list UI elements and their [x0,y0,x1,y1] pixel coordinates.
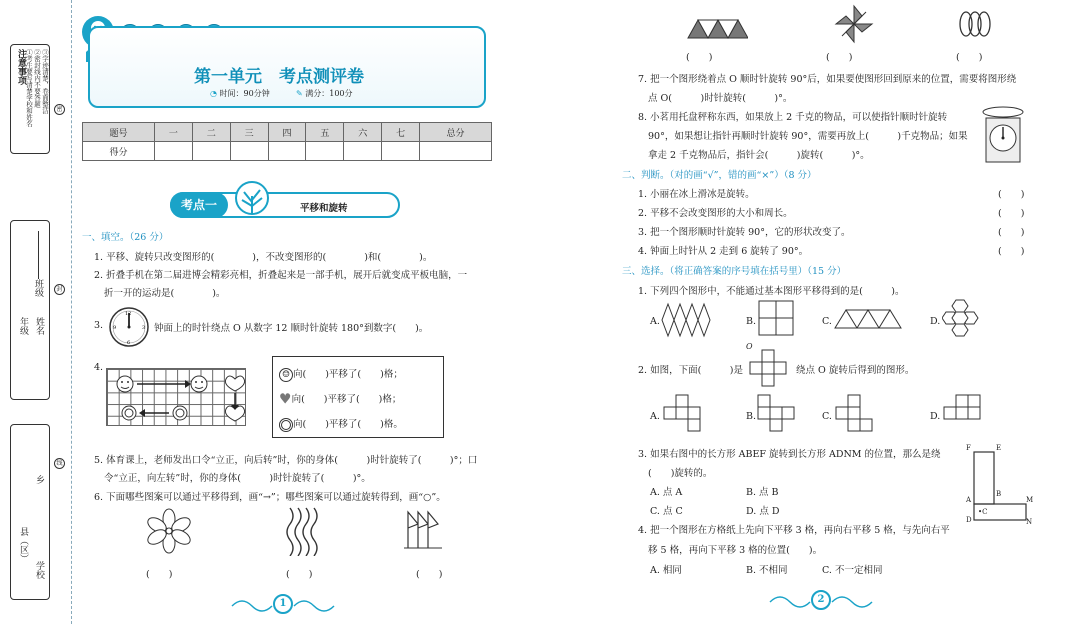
vertex-label: B [996,490,1002,498]
triangle-strip-figure [834,308,904,333]
score-row-label: 得分 [83,142,155,161]
wavy-lines-figure [284,506,320,559]
topic-name: 平移和旋转 [300,203,348,214]
flower-figure [146,508,192,557]
score-cell[interactable] [192,142,230,161]
question-2-line-1: 2. 折叠手机在第二届进博会精彩亮相，折叠起来是一部手机，展开后就变成平板电脑，一 [94,270,468,281]
pinwheel-figure [834,4,874,47]
q4-row: ♥向( )平移了( )格； [279,391,402,408]
option-label[interactable]: B. [746,316,757,327]
ring-icon [279,418,293,432]
choice-question-3-line-2: ( )旋转的。 [648,468,713,479]
svg-text:12: 12 [125,311,132,317]
heart-icon: ♥ [279,391,292,408]
township-field[interactable]: 乡 [34,475,44,484]
grade-field[interactable]: 年级 [18,317,28,335]
question-2-line-2: 折一开的运动是( )。 [104,288,226,299]
score-cell[interactable] [306,142,344,161]
option-label[interactable]: C. [822,411,832,422]
score-cell[interactable] [230,142,268,161]
question-8-line-2: 90°，如果想让指针再顺时针旋转 90°，需要再放上( )千克物品；如果 [648,131,968,142]
title-banner [88,26,486,108]
vertex-label: A [966,496,972,504]
notice-line: ③字迹清楚，卷面整洁 [41,49,49,114]
time-label: ◔ 时间：90分钟 [210,89,270,98]
judge-blank[interactable]: ( ) [998,189,1025,200]
school-info-box [10,424,50,600]
question-3: 钟面上的时针绕点 O 从数字 12 顺时针旋转 180°到数字( )。 [154,323,429,334]
seal-mark: 密 [54,104,65,115]
score-table [82,122,492,161]
score-header: 一 [154,123,192,142]
option-label[interactable]: A. [650,316,660,327]
shape-option-b [756,394,796,435]
score-cell[interactable] [420,142,492,161]
score-header: 三 [230,123,268,142]
smiley-icon: ☺ [279,368,293,382]
question-4-number: 4. [94,362,104,373]
question-7-line-2: 点 O( )时针旋转( )°。 [648,93,793,104]
question-8-line-1: 8. 小茗用托盘秤称东西，如果放上 2 千克的物品，可以使指针顺时针旋转 [638,112,948,123]
option-label[interactable]: A. [650,411,660,422]
section-fill-blank: 一、填空。（26 分） [82,232,169,243]
translation-grid [106,368,246,426]
svg-text:9: 9 [113,325,117,331]
answer-blank[interactable]: ( ) [826,52,853,63]
question-3-number: 3. [94,320,104,331]
rectangle-rotation-figure [966,444,1032,526]
option-label[interactable]: D. [930,411,941,422]
vertex-label: M [1026,496,1034,504]
score-cell[interactable] [344,142,382,161]
cross-shape-figure [746,342,794,391]
clock-figure [108,306,150,351]
notice-line: ①考生要写清楚学校和姓名 [25,49,33,127]
choice-option[interactable]: B. 不相同 [746,565,788,576]
answer-blank[interactable]: ( ) [146,569,173,580]
section-judgement: 二、判断。（对的画“√”，错的画“×”）（8 分） [622,170,817,181]
score-cell[interactable] [268,142,306,161]
score-header: 题号 [83,123,155,142]
topic-pill: 考点一 [170,192,228,218]
shape-option-c [834,394,874,435]
question-8-line-3: 拿走 2 千克物品后，指针会( )旋转( )°。 [648,150,870,161]
q4-answer-box [272,356,444,438]
question-7-line-1: 7. 把一个图形绕着点 O 顺时针旋转 90°后，如果要使图形回到原来的位置，需要将图形绕 [638,74,1017,85]
option-label[interactable]: C. [822,316,832,327]
choice-question-3-line-1: 3. 如果右图中的长方形 ABEF 旋转到长方形 ADNM 的位置，那么是绕 [638,449,941,460]
seal-mark: 线 [54,458,65,469]
question-5-line-2: 令“立正，向左转”时，你的身体( )时针旋转了( )°。 [104,473,371,484]
choice-option[interactable]: C. 点 C [650,506,683,517]
judge-item: 3. 把一个图形顺时针旋转 90°，它的形状改变了。 [638,227,851,238]
page-number-ornament [766,590,876,610]
page-number: 2 [811,590,831,610]
question-6: 6. 下面哪些图案可以通过平移得到，画“→”；哪些图案可以通过旋转得到，画“○”。 [94,492,446,503]
shape-option-a [662,394,702,435]
student-info-box [10,220,50,400]
score-header: 四 [268,123,306,142]
answer-blank[interactable]: ( ) [956,52,983,63]
ovals-figure [958,10,992,41]
diamonds-figure [660,302,716,341]
tree-icon [232,180,272,227]
question-5-line-1: 5. 体育课上，老师发出口令“立正，向后转”时，你的身体( )时针旋转了( )°；口 [94,455,478,466]
shape-option-d [942,394,982,435]
binding-margin-strip [0,0,72,624]
pen-icon: ✎ [296,89,303,98]
class-field[interactable]: 班级 [33,231,42,297]
choice-option[interactable]: D. 点 D [746,506,780,517]
score-header: 总分 [420,123,492,142]
svg-text:6: 6 [127,340,131,346]
answer-blank[interactable]: ( ) [686,52,713,63]
vertex-label: N [1026,518,1033,526]
seal-mark: 封 [54,284,65,295]
judge-blank[interactable]: ( ) [998,227,1025,238]
vertex-label: •C [978,508,988,516]
score-header: 六 [344,123,382,142]
topic-banner [170,192,400,218]
answer-blank[interactable]: ( ) [416,569,443,580]
point-o-label: O [746,342,753,351]
q4-row: 向( )平移了( )格。 [279,416,403,432]
option-label[interactable]: B. [746,411,757,422]
choice-question-2b: 绕点 O 旋转后得到的图形。 [796,365,915,376]
judge-blank[interactable]: ( ) [998,208,1025,219]
county-field[interactable]: 县（区） [18,527,28,563]
judge-item: 1. 小丽在冰上滑冰是旋转。 [638,189,755,200]
notice-title: 注意事项 [16,49,26,85]
judge-item: 4. 钟面上时针从 2 走到 6 旋转了 90°。 [638,246,809,257]
vertex-label: D [966,516,972,524]
answer-blank[interactable]: ( ) [286,569,313,580]
choice-question-2a: 2. 如图，下面( )是 [638,365,743,376]
question-1: 1. 平移、旋转只改变图形的( )，不改变图形的( )和( )。 [94,252,433,263]
notice-box [10,44,50,154]
q4-row: ☺ 向( )平移了( )格； [279,366,403,382]
score-header: 五 [306,123,344,142]
choice-question-4-line-1: 4. 把一个图形在方格纸上先向下平移 3 格，再向右平移 5 格，与先向右平 [638,525,950,536]
choice-question-1: 1. 下列四个图形中，不能通过基本图形平移得到的是( )。 [638,286,905,297]
section-choice: 三、选择。（将正确答案的序号填在括号里）（15 分） [622,266,847,277]
judge-item: 2. 平移不会改变图形的大小和周长。 [638,208,793,219]
hexagons-figure [942,298,982,341]
school-field[interactable]: 学校 [34,561,44,579]
choice-option[interactable]: B. 点 B [746,487,779,498]
vertex-label: E [996,444,1002,452]
score-cell[interactable] [154,142,192,161]
scale-figure [980,104,1026,169]
notice-line: ②密封线内不要答题 [33,49,41,108]
choice-question-4-line-2: 移 5 格，再向下平移 3 格的位置( )。 [648,545,823,556]
choice-option[interactable]: A. 相同 [650,565,682,576]
page-title: 第一单元 考点测评卷 [194,67,364,87]
judge-blank[interactable]: ( ) [998,246,1025,257]
svg-text:3: 3 [142,325,146,331]
clock-icon: ◔ [210,89,217,98]
score-header: 七 [382,123,420,142]
page-number-ornament [228,594,338,614]
vertex-label: F [966,444,971,452]
option-label[interactable]: D. [930,316,941,327]
flags-figure [404,508,444,555]
name-field[interactable]: 姓名 [34,317,44,335]
triangles-figure [686,10,748,43]
score-cell[interactable] [382,142,420,161]
page-number: 1 [273,594,293,614]
score-header: 二 [192,123,230,142]
choice-option[interactable]: C. 不一定相同 [822,565,883,576]
choice-option[interactable]: A. 点 A [650,487,683,498]
squares-figure [758,300,794,339]
full-score-label: ✎ 满分：100分 [296,89,353,98]
